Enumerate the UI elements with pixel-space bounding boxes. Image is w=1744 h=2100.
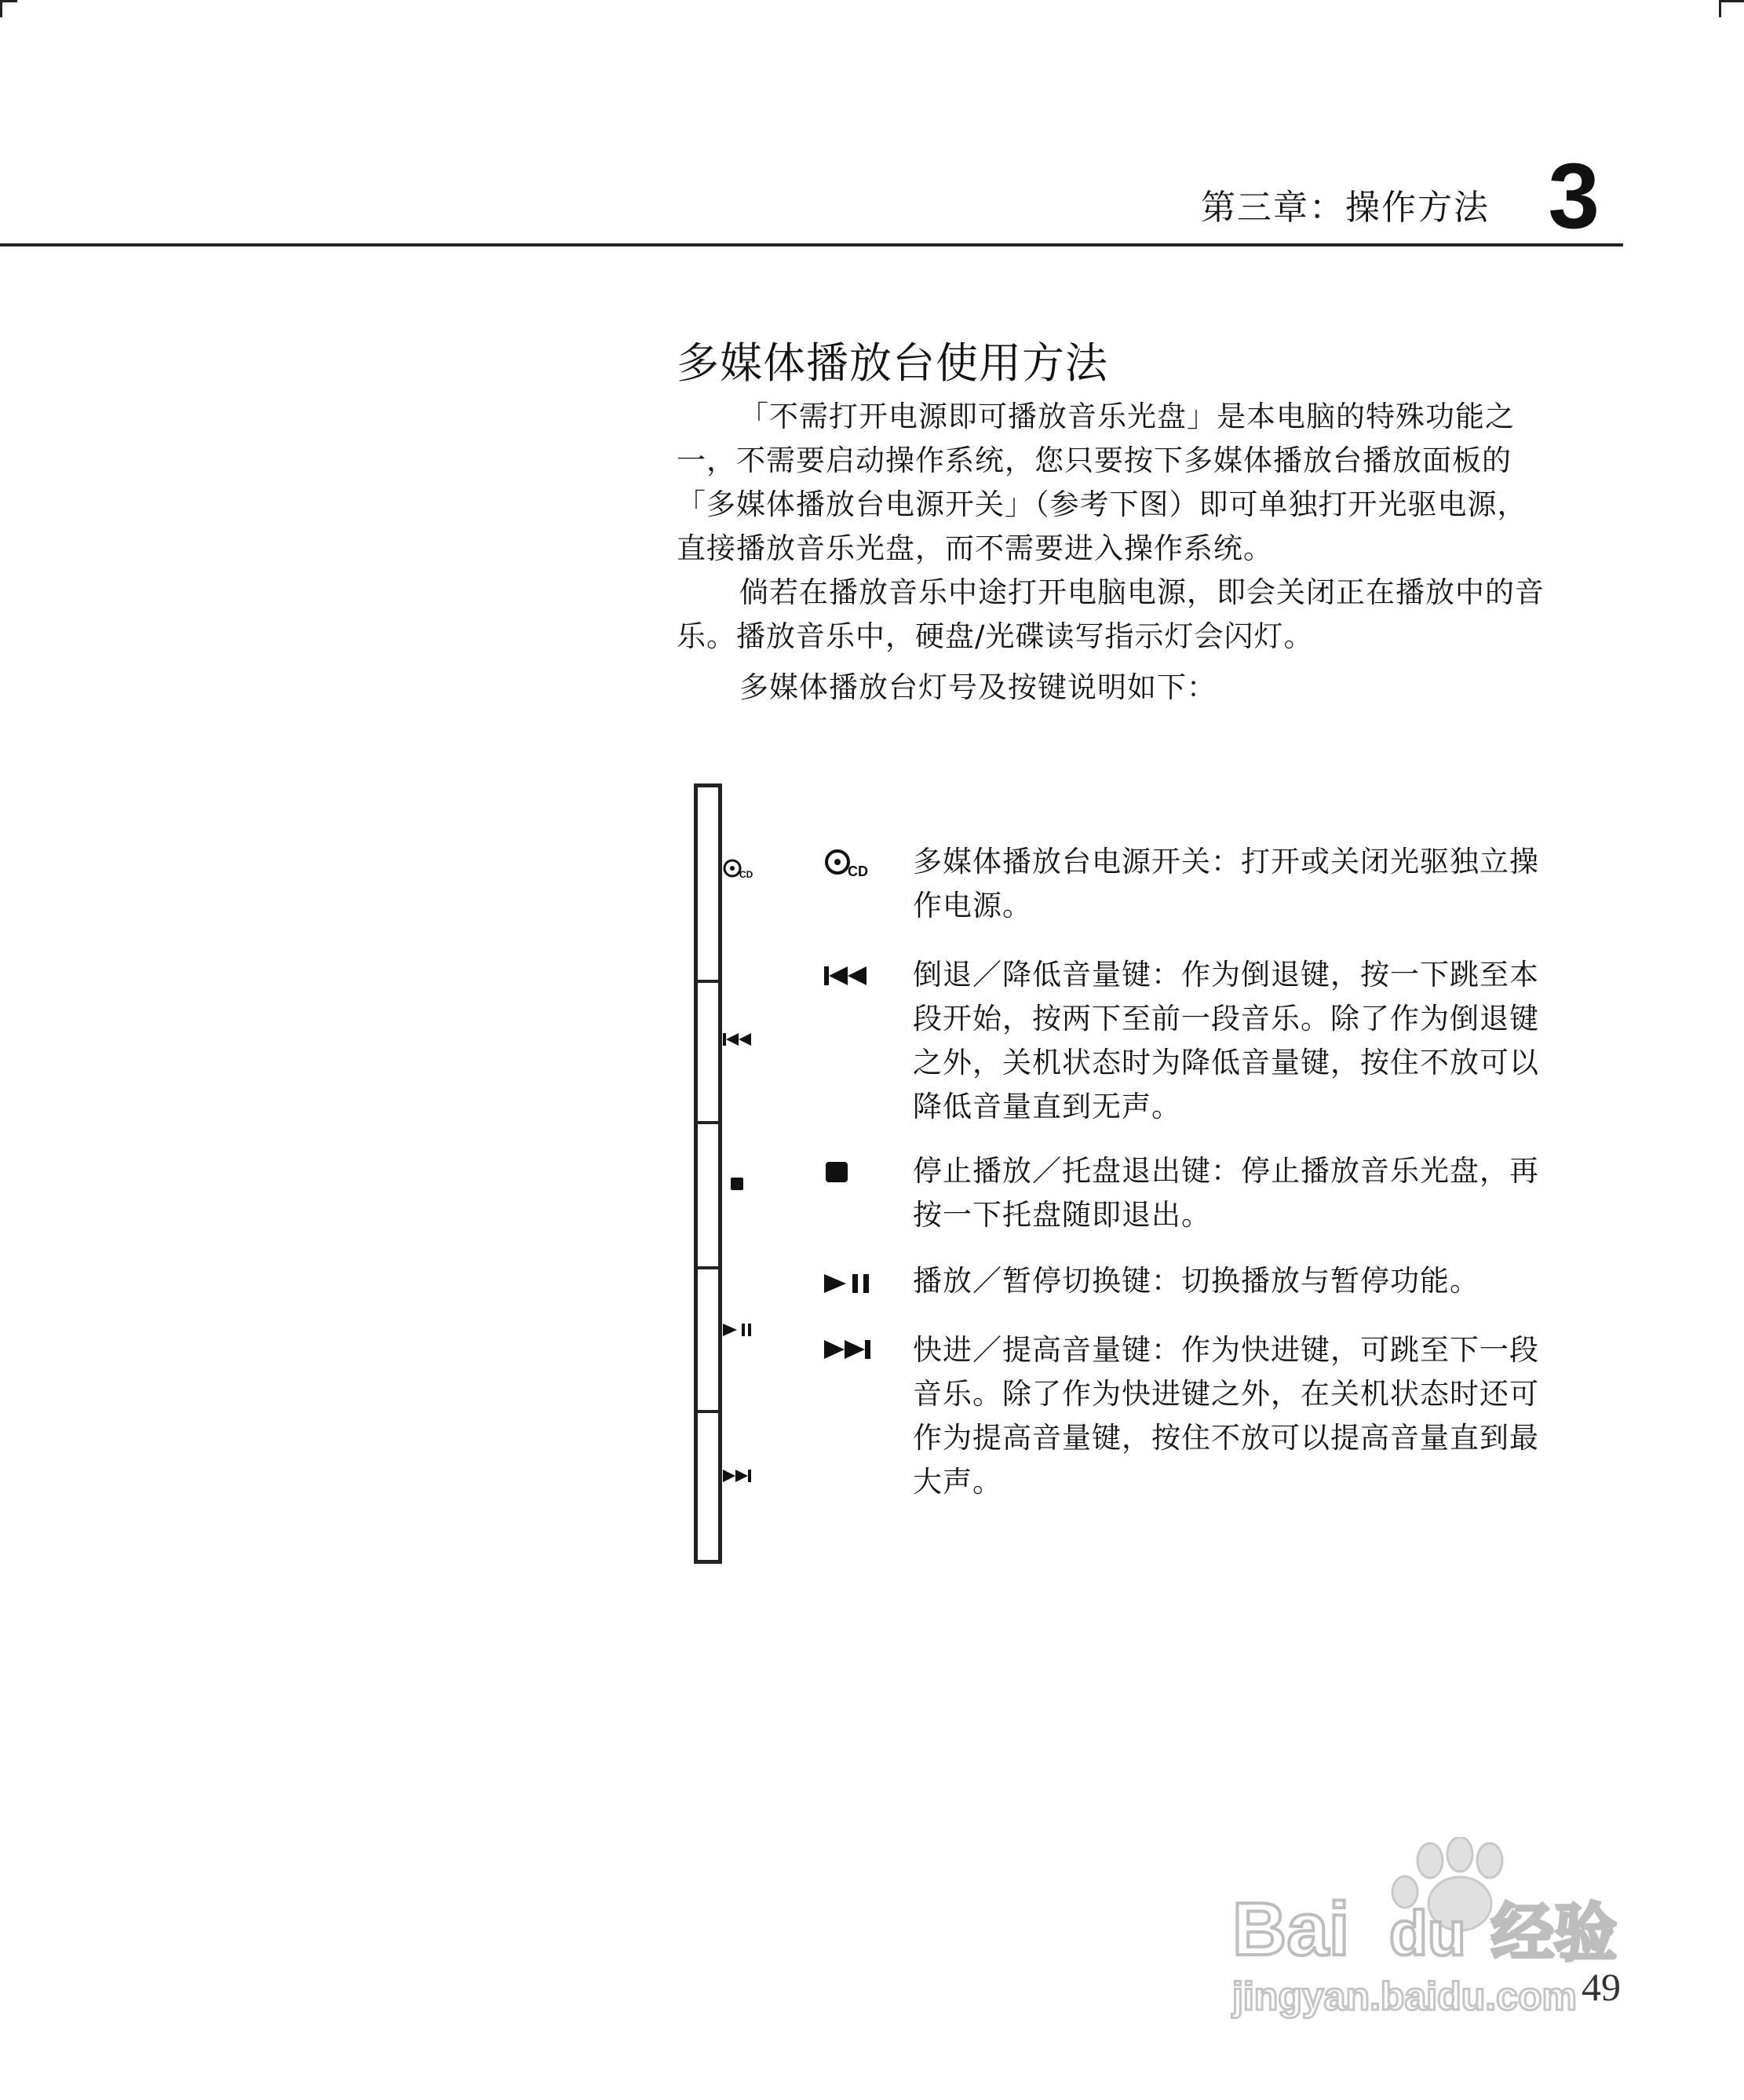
legend-fast-forward-text: 快进／提高音量键：作为快进键，可跳至下一段音乐。除了作为快进键之外，在关机状态时还可作为提高音量键，按住不放可以提高音量直到最大声。 (913, 1333, 1539, 1499)
rewind-icon (824, 966, 870, 989)
svg-text:Bai: Bai (1232, 1887, 1350, 1971)
page-number: 49 (1582, 1965, 1621, 2009)
chapter-header (0, 141, 1623, 247)
svg-text:du: du (1389, 1898, 1466, 1968)
rewind-icon (723, 1032, 754, 1050)
svg-text:经验: 经验 (1491, 1897, 1617, 1970)
intro-paragraph: 「不需打开电源即可播放音乐光盘」是本电脑的特殊功能之一，不需要启动操作系统，您只要按下多媒体播放台播放面板的「多媒体播放台电源开关」（参考下图）即可单独打开光驱电源，直接播放音乐光盘，而不需要进入操作系统。 (677, 400, 1527, 565)
legend-intro-paragraph: 多媒体播放台灯号及按键说明如下： (739, 670, 1217, 704)
strip-divider (698, 1121, 718, 1124)
crop-mark-top-right-v (1719, 0, 1721, 17)
fast-forward-icon (723, 1469, 754, 1486)
section-heading: 多媒体播放台使用方法 (677, 338, 1108, 388)
svg-text:CD: CD (848, 864, 868, 879)
legend-cd-power-text: 多媒体播放台电源开关：打开或关闭光驱独立操作电源。 (913, 845, 1539, 922)
playback-note-paragraph: 倘若在播放音乐中途打开电脑电源，即会关闭正在播放中的音乐。播放音乐中，硬盘/光碟读写指示灯会闪灯。 (677, 575, 1545, 653)
chapter-title: 第三章：操作方法 (1201, 188, 1490, 228)
baidu-jingyan-watermark (1224, 1837, 1648, 2025)
strip-divider (698, 1410, 718, 1413)
crop-mark-top-right-h (1719, 0, 1744, 2)
fast-forward-icon (824, 1339, 871, 1363)
play-pause-icon (824, 1273, 873, 1297)
stop-icon (731, 1178, 743, 1193)
strip-divider (698, 1266, 718, 1269)
strip-divider (698, 980, 718, 983)
svg-text:jingyan.baidu.com: jingyan.baidu.com (1232, 1974, 1577, 2018)
control-panel-strip (694, 783, 753, 1564)
svg-text:CD: CD (739, 869, 753, 880)
play-pause-icon (723, 1323, 754, 1340)
crop-mark-top-left-h (0, 0, 17, 2)
legend-rewind-text: 倒退／降低音量键：作为倒退键，按一下跳至本段开始，按两下至前一段音乐。除了作为倒退键之外，关机状态时为降低音量键，按住不放可以降低音量直到无声。 (913, 958, 1539, 1123)
cd-power-icon (824, 848, 873, 882)
chapter-number: 3 (1548, 144, 1600, 248)
crop-mark-top-left-v (0, 0, 2, 17)
legend-stop-text: 停止播放／托盘退出键：停止播放音乐光盘，再按一下托盘随即退出。 (913, 1154, 1539, 1232)
cd-power-icon (723, 858, 757, 883)
legend-play-pause-text: 播放／暂停切换键：切换播放与暂停功能。 (913, 1264, 1479, 1298)
stop-icon (826, 1162, 848, 1185)
